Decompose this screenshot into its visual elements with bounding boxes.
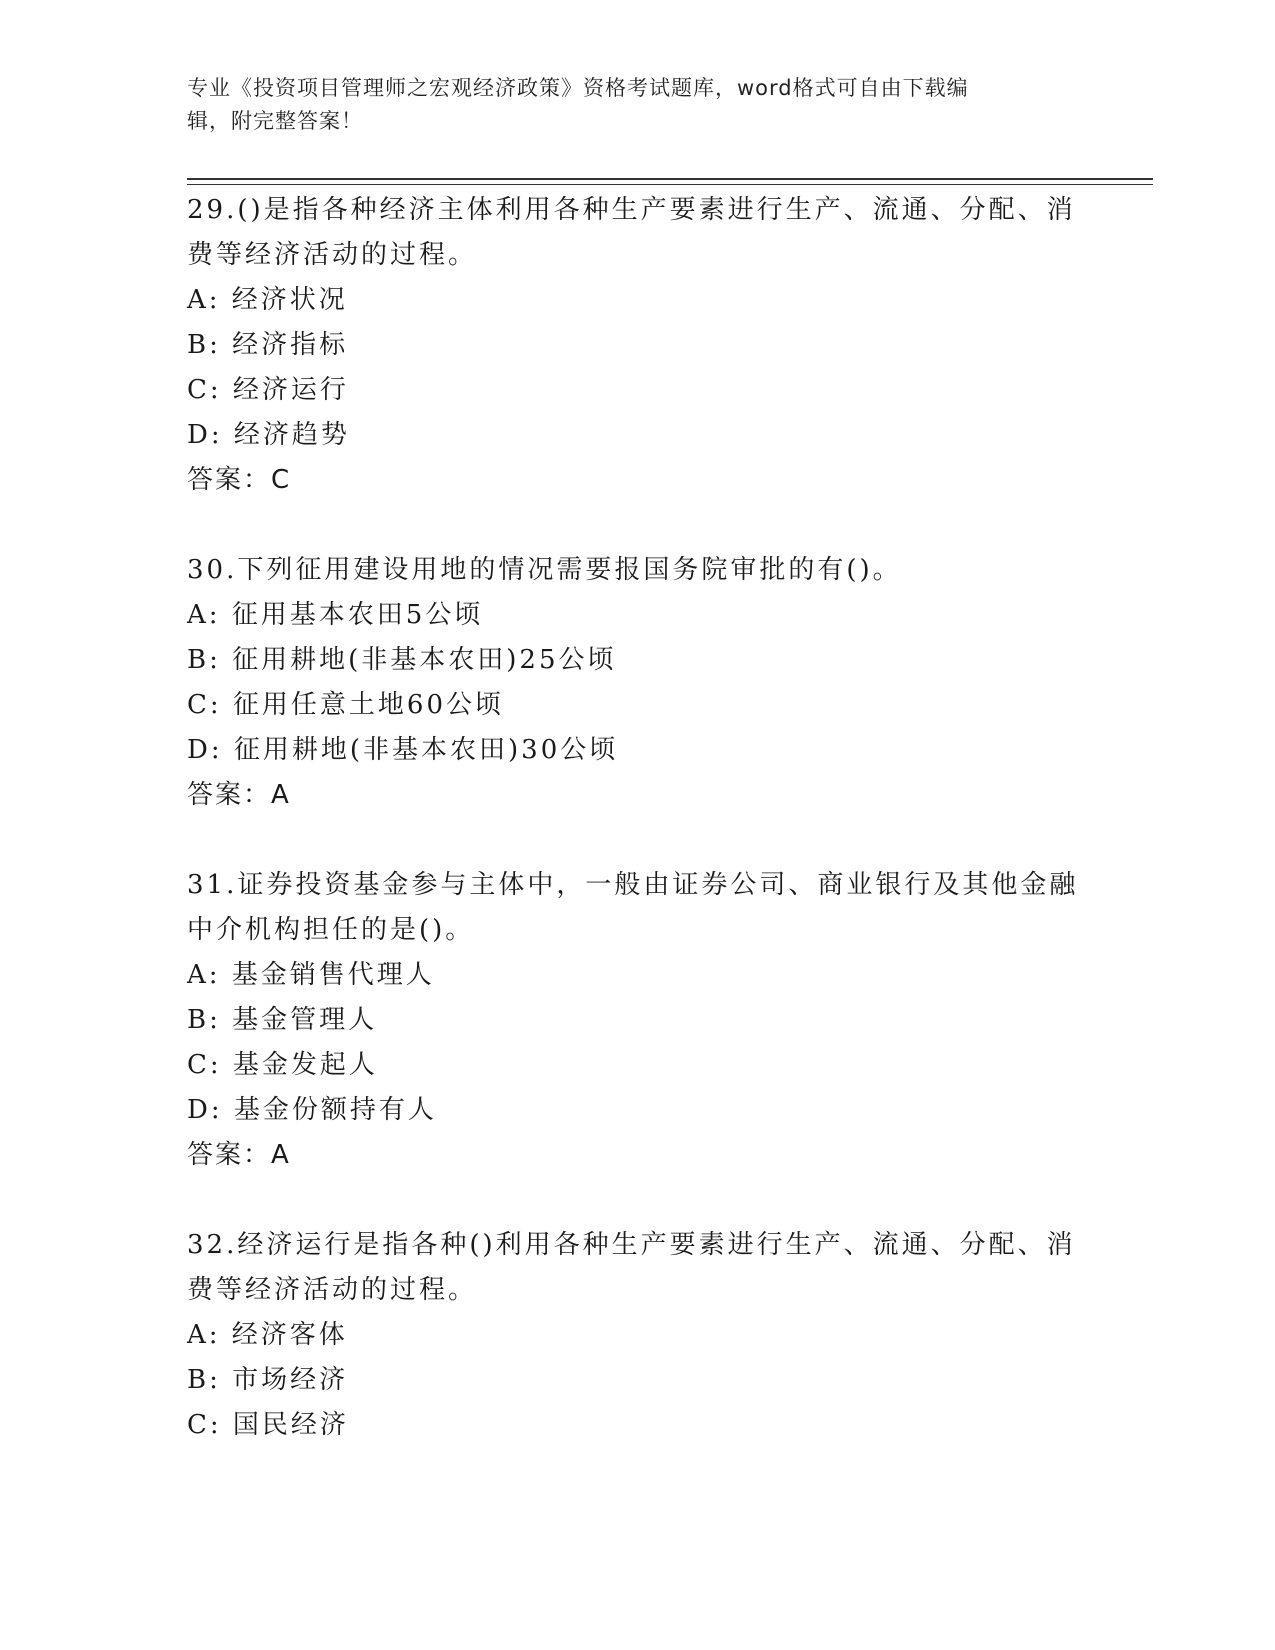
option-c: C: 经济运行 (187, 375, 349, 405)
answer-line: 答案：A (187, 1140, 291, 1170)
answer-line: 答案：C (187, 465, 292, 495)
option-d: D: 基金份额持有人 (187, 1095, 437, 1125)
question-29 (187, 188, 1087, 503)
header-line-1: 专业《投资项目管理师之宏观经济政策》资格考试题库，word格式可自由下载编 (187, 76, 969, 100)
option-a: A: 经济状况 (187, 285, 348, 315)
option-b: B: 市场经济 (187, 1365, 349, 1395)
question-31 (187, 863, 1087, 1178)
header-line-2: 辑，附完整答案！ (187, 109, 363, 133)
question-text-line: 中介机构担任的是()。 (187, 915, 475, 945)
document-header (187, 72, 1067, 138)
option-d: D: 征用耕地(非基本农田)30公顷 (187, 735, 619, 765)
header-divider-thick (187, 178, 1153, 180)
option-c: C: 基金发起人 (187, 1050, 378, 1080)
header-divider-thin (187, 184, 1153, 185)
option-d: D: 经济趋势 (187, 420, 350, 450)
option-a: A: 经济客体 (187, 1320, 348, 1350)
option-c: C: 征用任意土地60公顷 (187, 690, 505, 720)
option-b: B: 征用耕地(非基本农田)25公顷 (187, 645, 617, 675)
option-b: B: 基金管理人 (187, 1005, 378, 1035)
question-list (187, 188, 1087, 1448)
spacer (187, 503, 1087, 548)
question-text-line: 29.()是指各种经济主体利用各种生产要素进行生产、流通、分配、消 (187, 195, 1076, 225)
option-a: A: 征用基本农田5公顷 (187, 600, 484, 630)
question-text-line: 费等经济活动的过程。 (187, 240, 478, 270)
option-a: A: 基金销售代理人 (187, 960, 435, 990)
answer-line: 答案：A (187, 780, 291, 810)
question-text-line: 32.经济运行是指各种()利用各种生产要素进行生产、流通、分配、消 (187, 1230, 1076, 1260)
question-30 (187, 548, 1087, 818)
option-b: B: 经济指标 (187, 330, 349, 360)
spacer (187, 818, 1087, 863)
spacer (187, 1178, 1087, 1223)
question-text-line: 31.证券投资基金参与主体中，一般由证券公司、商业银行及其他金融 (187, 870, 1079, 900)
question-text-line: 30.下列征用建设用地的情况需要报国务院审批的有()。 (187, 555, 902, 585)
option-c: C: 国民经济 (187, 1410, 349, 1440)
question-32 (187, 1223, 1087, 1448)
question-text-line: 费等经济活动的过程。 (187, 1275, 478, 1305)
